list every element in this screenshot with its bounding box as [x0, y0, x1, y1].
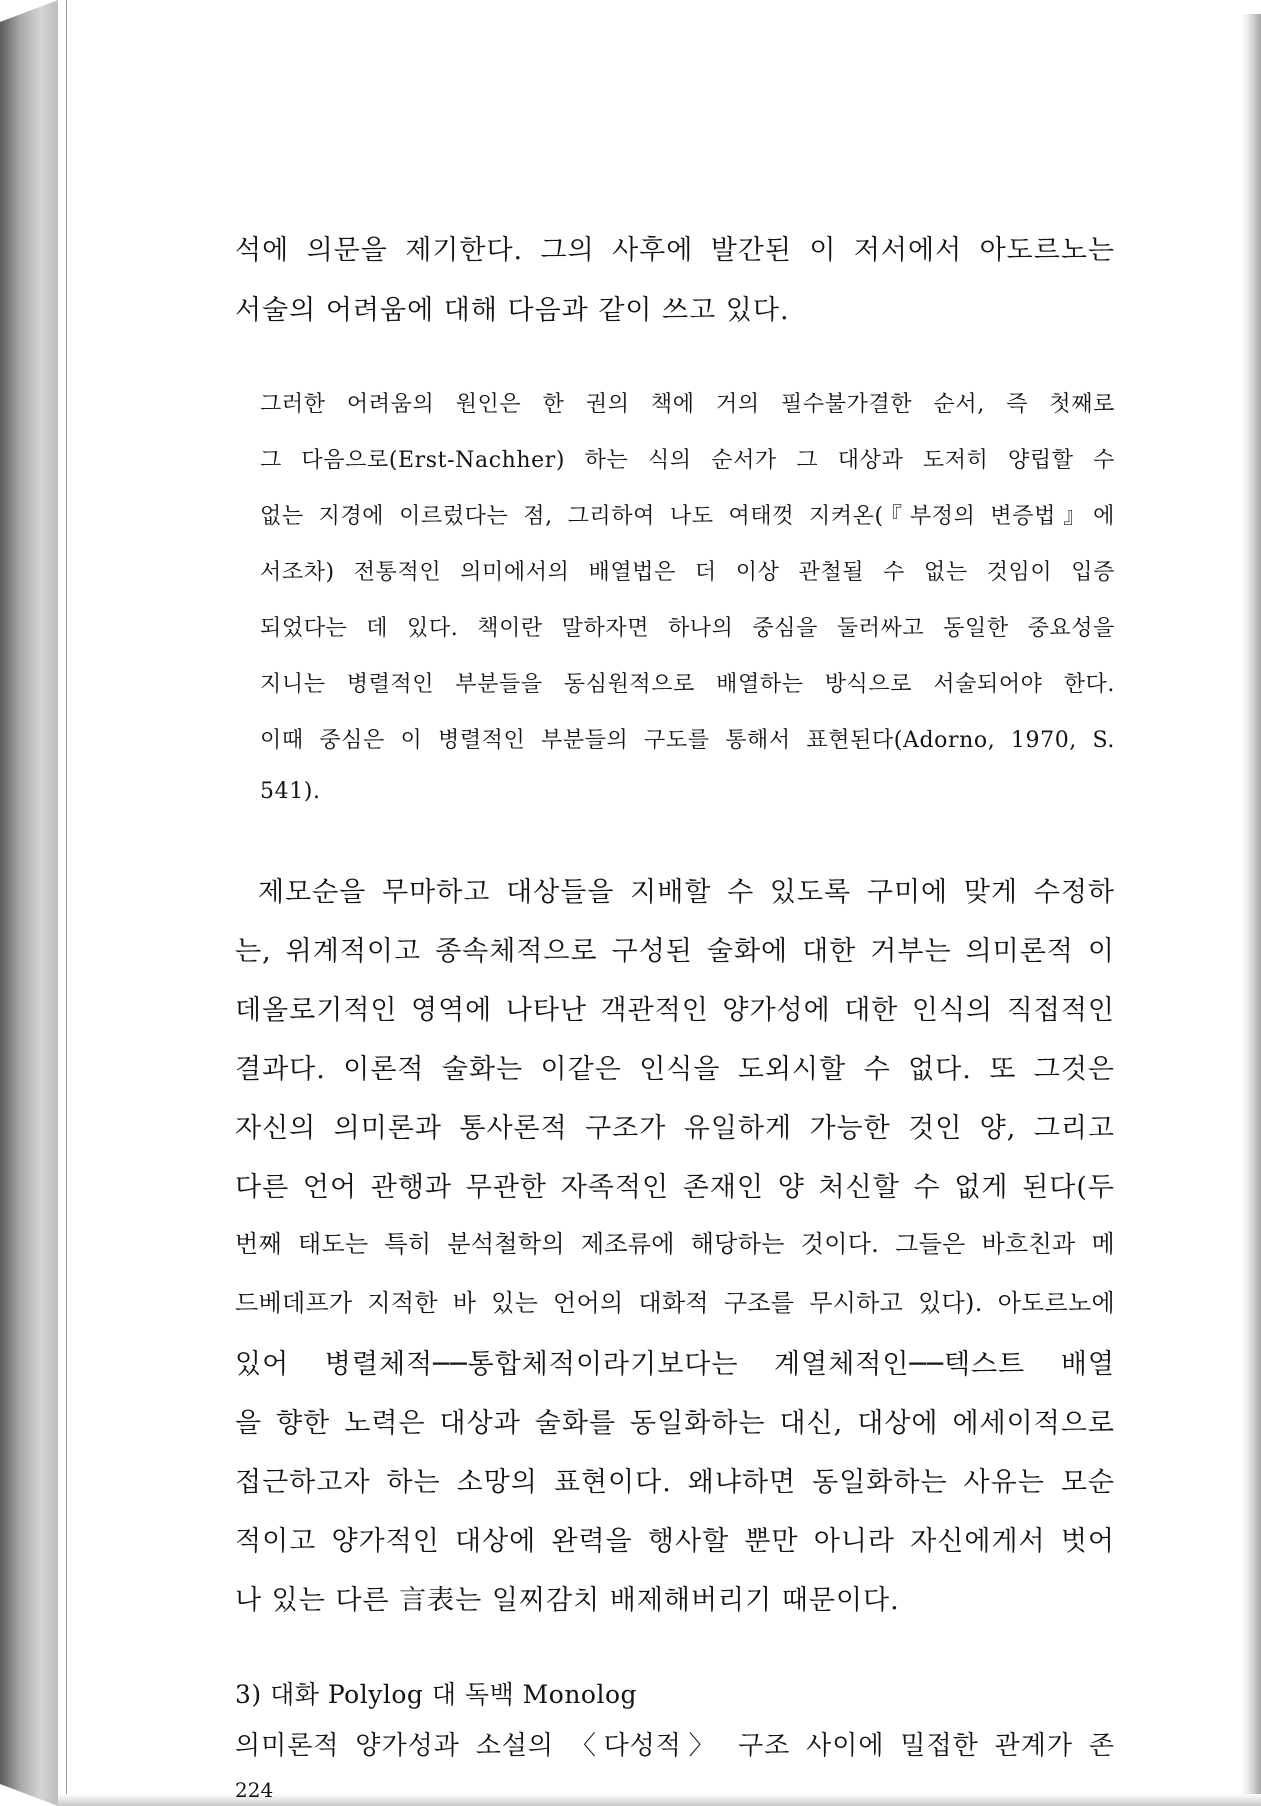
page-number: 224: [235, 1778, 274, 1802]
body-line-1: 제모순을 무마하고 대상들을 지배할 수 있도록 구미에 맞게 수정하: [258, 877, 1115, 908]
body-line-7: 번째 태도는 특히 분석철학의 제조류에 해당하는 것이다. 그들은 바흐친과 메: [235, 1230, 1115, 1258]
quote-line-6: 지니는 병렬적인 부분들을 동심원적으로 배열하는 방식으로 서술되어야 한다.: [260, 672, 1115, 697]
body-line-3: 데올로기적인 영역에 나타난 객관적인 양가성에 대한 인식의 직접적인: [235, 995, 1115, 1026]
body-line-4: 결과다. 이론적 술화는 이같은 인식을 도외시할 수 없다. 또 그것은: [235, 1054, 1115, 1085]
body-line-12: 적이고 양가적인 대상에 완력을 행사할 뿐만 아니라 자신에게서 벗어: [235, 1526, 1115, 1557]
quote-line-4: 서조차) 전통적인 의미에서의 배열법은 더 이상 관철될 수 없는 것임이 입증: [260, 560, 1115, 585]
body-line-11: 접근하고자 하는 소망의 표현이다. 왜냐하면 동일화하는 사유는 모순: [235, 1467, 1115, 1498]
quote-line-5: 되었다는 데 있다. 책이란 말하자면 하나의 중심을 둘러싸고 동일한 중요성을: [260, 616, 1115, 641]
quote-line-8: 541).: [260, 779, 321, 804]
body-line-9: 있어 병렬체적──통합체적이라기보다는 계열체적인──텍스트 배열: [235, 1349, 1115, 1380]
body-line-10: 을 향한 노력은 대상과 술화를 동일화하는 대신, 대상에 에세이적으로: [235, 1408, 1115, 1439]
spine-bottom-corner: [0, 1784, 58, 1806]
quote-line-7: 이때 중심은 이 병렬적인 부분들의 구도를 통해서 표현된다(Adorno, 1970, S.: [260, 728, 1115, 753]
body-line-13: 나 있는 다른 言表는 일찌감치 배제해버리기 때문이다.: [235, 1585, 900, 1616]
quote-line-1: 그러한 어려움의 원인은 한 권의 책에 거의 필수불가결한 순서, 즉 첫째로: [260, 392, 1115, 417]
body-line-8: 드베데프가 지적한 바 있는 언어의 대화적 구조를 무시하고 있다). 아도르노에: [235, 1289, 1115, 1317]
body-line-6: 다른 언어 관행과 무관한 자족적인 존재인 양 처신할 수 없게 된다(두: [235, 1172, 1115, 1203]
body-line-2: 는, 위계적이고 종속체적으로 구성된 술화에 대한 거부는 의미론적 이: [235, 936, 1115, 967]
intro-line-1: 석에 의문을 제기한다. 그의 사후에 발간된 이 저서에서 아도르노는: [235, 235, 1115, 266]
section-heading: 3) 대화 Polylog 대 독백 Monolog: [235, 1680, 638, 1709]
spine-top-corner: [0, 0, 58, 22]
body-line-5: 자신의 의미론과 통사론적 구조가 유일하게 가능한 것인 양, 그리고: [235, 1113, 1115, 1144]
book-spine: [0, 0, 58, 1806]
quote-line-2: 그 다음으로(Erst-Nachher) 하는 식의 순서가 그 대상과 도저히 양립할 수: [260, 448, 1115, 473]
quote-line-3: 없는 지경에 이르렀다는 점, 그리하여 나도 여태껏 지켜온(『부정의 변증법』에: [260, 504, 1115, 529]
page-right-shadow: [1241, 14, 1261, 1806]
section-line-1: 의미론적 양가성과 소설의 〈다성적〉 구조 사이에 밀접한 관계가 존: [235, 1731, 1115, 1761]
intro-line-2: 서술의 어려움에 대해 다음과 같이 쓰고 있다.: [235, 295, 790, 326]
